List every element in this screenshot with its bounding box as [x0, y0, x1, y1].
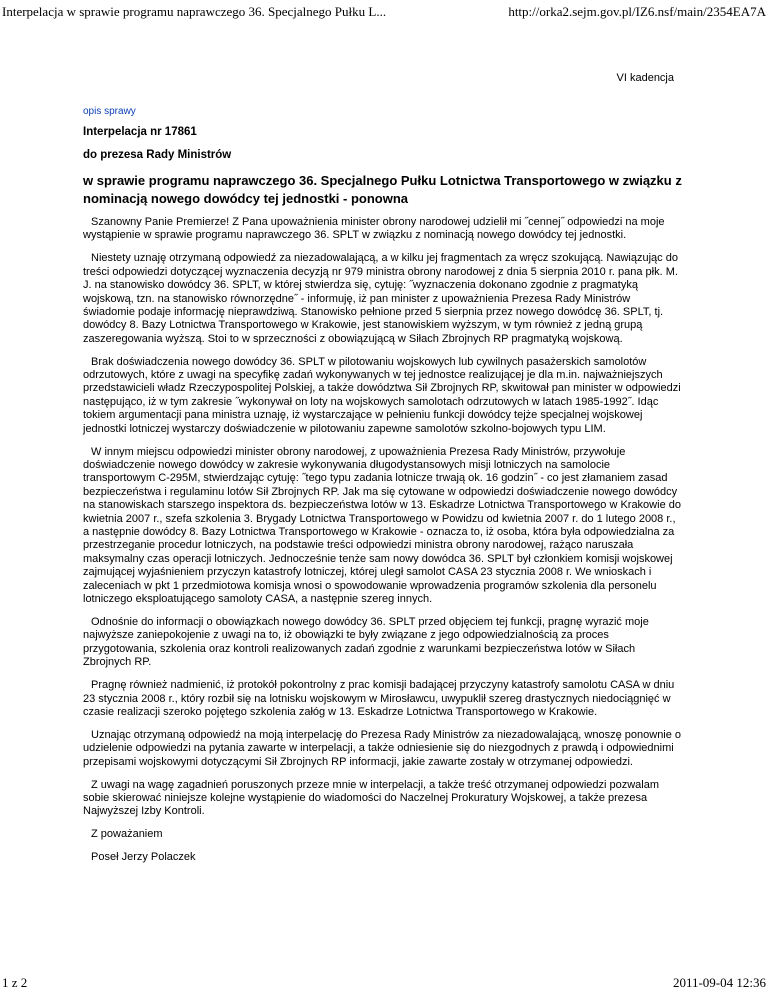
body-paragraph: Pragnę również nadmienić, iż protokół pokontrolny z prac komisji badającej przyczyny katastrofy samolotu CASA w dniu 23 stycznia 2008 r., który rozbił się na lotnisku wojskowym w Mirosławcu, uwypuklił szereg drastycznych niedociągnięć w czasie realizacji szeroko pojętego szkolenia załóg w 13. Eskadrze Lotnictwa Transportowego w Krakowie. — [83, 679, 675, 718]
print-footer — [0, 975, 768, 991]
opis-sprawy-link[interactable]: opis sprawy — [83, 106, 136, 117]
interpelacja-body — [83, 216, 683, 874]
body-paragraph: W innym miejscu odpowiedzi minister obrony narodowej, z upoważnienia Prezesa Rady Ministrów, przywołuje doświadczenie nowego dowódcy w zakresie wykonywania długodystansowych misji lotniczych na samolocie transportowym C-295M, stwierdzając cytuję: ˝tego typu zadania lotnicze trwają ok. 16 godzin˝ - co jest złamaniem zasad bezpieczeństwa i regulaminu lotów Sił Zbrojnych RP. Jak ma się cytowane w odpowiedzi doświadczenie nowego dowódcy na stanowiskach starszego inspektora ds. bezpieczeństwa lotów w 13. Eskadrze Lotnictwa Transportowego w Krakowie do kwietnia 2007 r., szefa szkolenia 3. Brygady Lotnictwa Transportowego w Powidzu od kwietnia 2007 r. do 1 lutego 2008 r., a następnie dowódcy 8. Bazy Lotnictwa Transportowego w Krakowie - oznacza to, iż osoba, która była odpowiedzialna za przestrzeganie procedur lotniczych, na podstawie treści odpowiedzi ministra obrony narodowej, rażąco naruszała maksymalny czas operacji lotniczych. Jednocześnie tenże sam nowy dowódca 36. SPLT był członkiem komisji wojskowej zajmującej wyjaśnieniem przyczyn katastrofy lotniczej, której uległ samolot CASA 23 stycznia 2008 r. We wnioskach i zaleceniach w pkt 1 przedmiotowa komisja wnosi o spowodowanie wprowadzenia programów szkolenia dla personelu lotniczego eksploatującego samoloty CASA, a następnie szereg innych. — [83, 445, 681, 606]
print-header — [0, 4, 768, 22]
print-header-url: http://orka2.sejm.gov.pl/IZ6.nsf/main/2354EA7A — [508, 4, 766, 19]
body-paragraph: Uznając otrzymaną odpowiedź na moją interpelację do Prezesa Rady Ministrów za niezadowalającą, wnoszę ponownie o udzielenie odpowiedzi na pytania zawarte w interpelacji, a także odniesienie się do niezgodnych z prawdą i odpowiednimi przepisami wojskowymi dotyczącymi Sił Zbrojnych RP informacji, jakie zawarte zostały w otrzymanej odpowiedzi. — [83, 728, 682, 768]
kadencja-label: VI kadencja — [616, 72, 674, 84]
interpelacja-addressee: do prezesa Rady Ministrów — [83, 149, 232, 161]
body-paragraph: Z uwagi na wagę zagadnień poruszonych przeze mnie w interpelacji, a także treść otrzymanej odpowiedzi pozwalam sobie skierować niniejsze kolejne wystąpienie do wiadomości do Naczelnej Prokuratury Wojskowej, a także prezesa Najwyższej Izby Kontroli. — [83, 778, 660, 818]
interpelacja-number: Interpelacja nr 17861 — [83, 126, 197, 138]
body-paragraph: Brak doświadczenia nowego dowódcy 36. SPLT w pilotowaniu wojskowych lub cywilnych pasażerskich samolotów odrzutowych, które z uwagi na specyfikę zadań wykonywanych w tej jednostce realizującej je dla m.in. najważniejszych przedstawicieli władz Rzeczypospolitej Polskiej, a także dowództwa Sił Zbrojnych RP, skwitował pan minister w odpowiedzi następująco, iż w tym zakresie ˝wykonywał on loty na wojskowych samolotach odrzutowych w latach 1985-1992˝. Idąc tokiem argumentacji pana ministra uznaję, iż wystarczające w pełnieniu funkcji dowódcy tejże specjalnej wojskowej jednostki lotniczej wystarczy doświadczenie w pilotowaniu zapewne samolotów szkolno-bojowych typu LIM. — [83, 355, 681, 435]
print-datetime: 2011-09-04 12:36 — [672, 975, 766, 990]
signature: Poseł Jerzy Polaczek — [91, 851, 196, 864]
closing-salutation: Z poważaniem — [91, 828, 163, 841]
body-paragraph: Odnośnie do informacji o obowiązkach nowego dowódcy 36. SPLT przed objęciem tej funkcji, pragnę wyrazić moje najwyższe zaniepokojenie z uwagi na to, iż obowiązki te były związane z jego odpowiedzialnością za proces przygotowania, szkolenia oraz kontroli realizowanych zadań zgodnie z warunkami bezpieczeństwa lotów w Siłach Zbrojnych RP. — [83, 615, 649, 669]
body-paragraph: Szanowny Panie Premierze! Z Pana upoważnienia minister obrony narodowej udzielił mi ˝cennej˝ odpowiedzi na moje wystąpienie w sprawie programu naprawczego 36. SPLT w związku z nominacją nowego dowódcy tej jednostki. — [83, 216, 665, 242]
body-paragraph: Niestety uznaję otrzymaną odpowiedź za niezadowalającą, a w kilku jej fragmentach za wręcz szokującą. Nawiązując do treści odpowiedzi dotyczącej wyznaczenia decyzją nr 979 ministra obrony narodowej z dnia 5 sierpnia 2010 r. pana płk. M. J. na stanowisko dowódcy 36. SPLT, w której stwierdza się, cytuję: ˝wyznaczenia dokonano zgodnie z pragmatyką wojskową, tzn. na stanowisko równorzędne˝ - informuję, iż pan minister z upoważnienia Prezesa Rady Ministrów świadomie podaje informację nieprawdziwą. Stanowisko pełnione przed 5 sierpnia przez nowego dowódcę 36. SPLT, tj. dowódcy 8. Bazy Lotnictwa Transportowego w Krakowie, jest stanowiskiem wyższym, w tym również z jedną grupą zaszeregowania wyższą. Stoi to w sprzeczności z obowiązującą w Siłach Zbrojnych RP pragmatyką wojskową. — [83, 252, 678, 345]
page-number: 1 z 2 — [2, 975, 28, 990]
interpelacja-subject: w sprawie programu naprawczego 36. Specjalnego Pułku Lotnictwa Transportowego w związku z nominacją nowego dowódcy tej jednostki - ponowna — [83, 173, 682, 206]
print-header-title: Interpelacja w sprawie programu naprawczego 36. Specjalnego Pułku L... — [2, 4, 387, 19]
